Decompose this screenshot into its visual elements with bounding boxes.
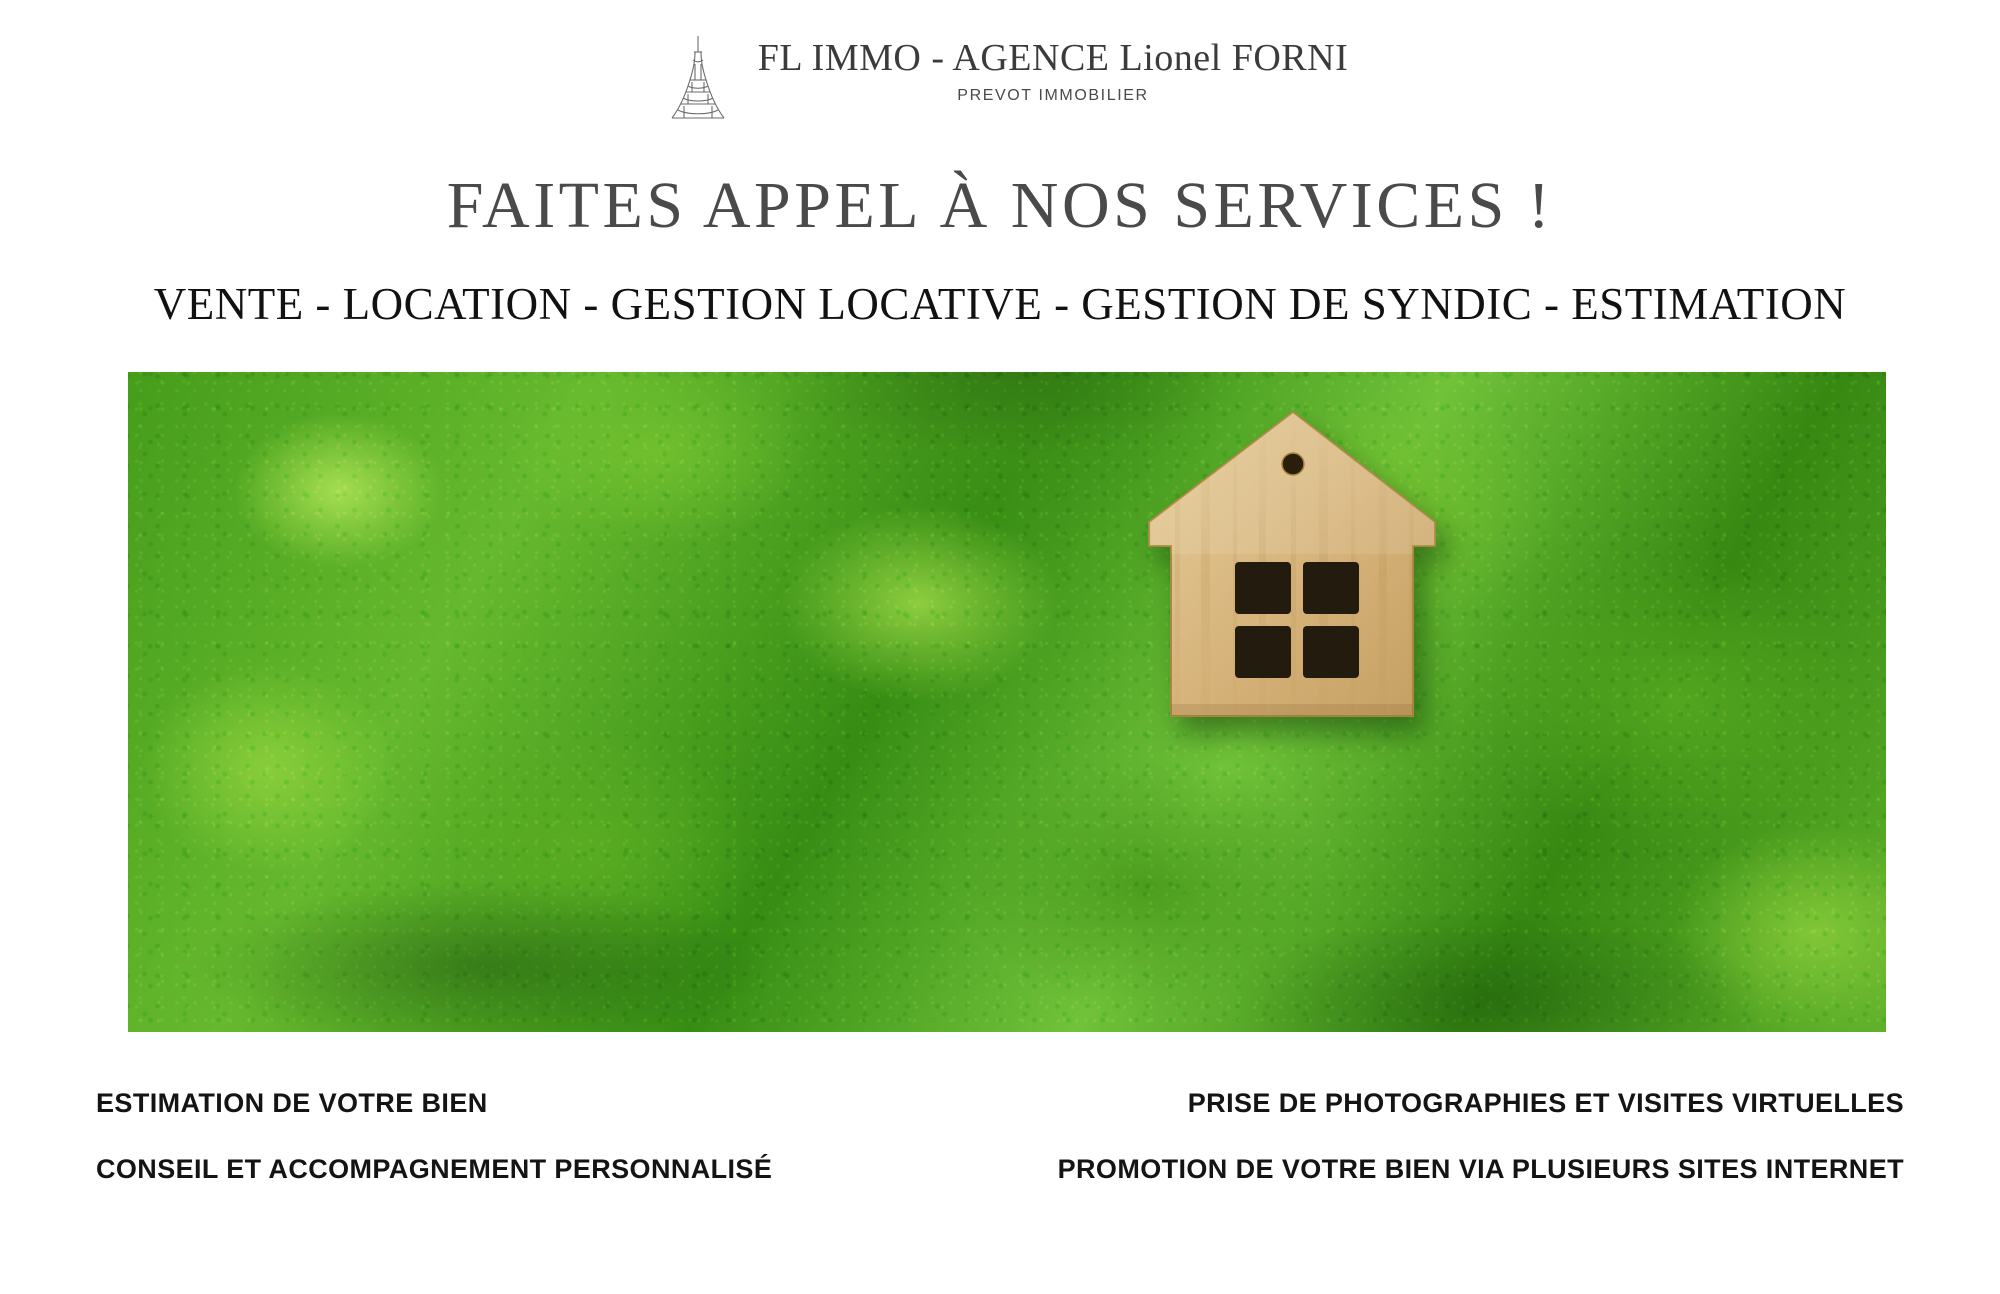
services-list bbox=[0, 1072, 2000, 1212]
brand-name: FL IMMO - AGENCE Lionel FORNI bbox=[757, 37, 1349, 79]
service-item-estimation: ESTIMATION DE VOTRE BIEN bbox=[96, 1088, 488, 1118]
service-item-conseil: CONSEIL ET ACCOMPAGNEMENT PERSONNALISÉ bbox=[96, 1154, 773, 1184]
wooden-house-icon bbox=[1083, 394, 1513, 754]
service-item-photographies: PRISE DE PHOTOGRAPHIES ET VISITES VIRTUELLES bbox=[1187, 1088, 1904, 1118]
page-title: FAITES APPEL À NOS SERVICES ! bbox=[446, 169, 1554, 242]
page-subtitle: VENTE - LOCATION - GESTION LOCATIVE - GESTION DE SYNDIC - ESTIMATION bbox=[153, 279, 1847, 329]
eiffel-tower-icon bbox=[652, 30, 744, 122]
service-item-promotion: PROMOTION DE VOTRE BIEN VIA PLUSIEURS SITES INTERNET bbox=[1057, 1154, 1904, 1184]
brand-logo bbox=[0, 28, 2000, 122]
brand-tagline: PREVOT IMMOBILIER bbox=[957, 86, 1149, 104]
hero-image bbox=[128, 372, 1886, 1032]
moss-shadow-overlay bbox=[128, 372, 1886, 1032]
